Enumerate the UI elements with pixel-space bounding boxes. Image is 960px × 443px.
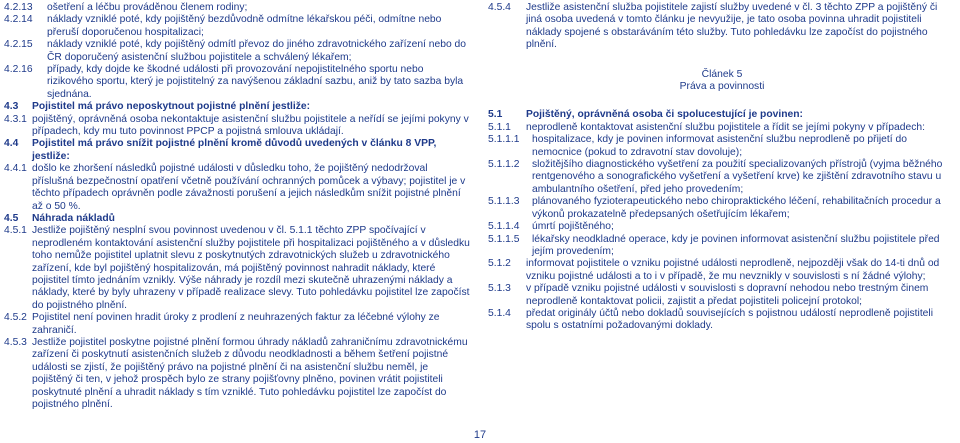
clause-number: 5.1.1.3 <box>488 196 520 208</box>
clause-number: 5.1.1 <box>488 121 511 133</box>
clause-number: 4.5.1 <box>4 225 27 237</box>
clause-text: předat originály účtů nebo dokladů souvisejících s pojistnou událostí neprodleně pojistiteli spolu s ostatními požadovanými doklady. <box>526 307 933 332</box>
clause-text: hospitalizace, kdy je povinen informovat asistenční službu neprodleně po přijetí do nemocnice (pokud to zdravotní stav dovoluje); <box>532 134 907 158</box>
article-title: Článek 5 <box>701 68 743 80</box>
clause-number: 4.2.15 <box>4 39 33 51</box>
clause-4-5-4 <box>488 2 956 52</box>
clause <box>4 337 470 411</box>
clause-number: 4.5 <box>4 212 19 224</box>
clause-number: 4.3 <box>4 101 19 113</box>
left-column <box>4 2 470 411</box>
clause-number: 4.5.4 <box>488 2 511 13</box>
clause-number: 5.1.4 <box>488 307 511 319</box>
clause-text: úmrtí pojištěného; <box>532 221 614 233</box>
page-number: 17 <box>473 429 487 441</box>
clause-text: Pojistitel má právo neposkytnout pojistné plnění jestliže: <box>32 101 311 113</box>
clause-text: složitějšího diagnostického vyšetření za použití specializovaných přístrojů (vyjma běžného rentgenového a sonografického vyšetření a vyšetření krve) ke zjištění zdravotního stavu u ambulantního ošetření, před jeho provedením; <box>532 159 943 195</box>
clause-text: v případě vzniku pojistné události v souvislosti s dopravní nehodou nebo trestným činem neprodleně kontaktovat policii, zajistit a předat pojistiteli policejní protokol; <box>526 283 929 307</box>
clause-number: 4.5.3 <box>4 336 27 348</box>
clause <box>4 64 470 101</box>
clause-number: 4.5.2 <box>4 312 27 324</box>
clause-text: plánovaného fyzioterapeutického nebo chiropraktického léčení, rehabilitačních procedur a výkonů prokazatelně předepsaných ošetřujícím lékařem; <box>532 196 941 220</box>
clause-text: ošetření a léčbu prováděnou členem rodiny; <box>47 2 248 13</box>
clause-text: pojištěný, oprávněná osoba nekontaktuje asistenční službu pojistitele a neřídí se jejími pokyny v případech, kdy mu tuto povinnost PPCP a pojistná smlouva ukládají. <box>32 113 469 138</box>
clause-number: 5.1.1.2 <box>488 159 520 171</box>
clause-text: náklady vzniklé poté, kdy pojištěný odmítl převoz do jiného zdravotnického zařízení nebo do ČR doporučený asistenční službou pojistitele a schválený lékařem; <box>47 39 466 63</box>
clause-text: náklady vzniklé poté, kdy pojištěný bezdůvodně odmítne lékařskou péči, odmítne nebo přeruší doporučenou hospitalizaci; <box>47 14 442 38</box>
clause-text: neprodleně kontaktovat asistenční službu pojistitele a řídit se jejími pokyny v případech: <box>526 121 925 133</box>
clause-text: lékařsky neodkladné operace, kdy je povinen informovat asistenční službu pojistitele před jejím provedením; <box>532 233 940 257</box>
clause <box>488 234 956 259</box>
clause <box>488 109 956 121</box>
clause <box>4 114 470 139</box>
clause-number: 4.2.14 <box>4 14 33 26</box>
clause <box>488 308 956 333</box>
clause-number: 4.2.16 <box>4 64 33 76</box>
clause-number: 4.4.1 <box>4 163 27 175</box>
article-subtitle: Práva a povinnosti <box>679 81 765 93</box>
clause <box>488 196 956 221</box>
clause <box>4 101 470 113</box>
clause <box>4 14 470 39</box>
clause-text: Jestliže asistenční služba pojistitele zajistí služby uvedené v čl. 3 těchto ZPP a pojištěný či jiná osoba uvedená v tomto článku je nevyužije, je tato osoba povinna uhradit pojistiteli náklady spojené s obstaráváním této služby. Tuto pohledávku lze započíst do pojistného plnění. <box>526 2 938 51</box>
clause <box>4 163 470 213</box>
clause <box>4 312 470 337</box>
clause-number: 5.1 <box>488 109 503 121</box>
clause-text: Pojistitel není povinen hradit úroky z prodlení z neuhrazených faktur za léčebné výlohy ze zahraničí. <box>32 312 440 336</box>
clause <box>488 122 956 134</box>
clause-text: informovat pojistitele o vzniku pojistné události neprodleně, nejpozději však do 14-ti dnů od vzniku pojistné události a to i v případě, že mu nevznikly v souvislosti s ní žádné výlohy; <box>526 258 940 282</box>
clause-text: Jestliže pojištěný nesplní svou povinnost uvedenou v čl. 5.1.1 těchto ZPP spočívající v neprodleném kontaktování asistenční služby pojistitele při hospitalizaci pojištěného a v důsledku toho nemůže pojistitel uplatnit slevu z poskytnutých zdravotnických služeb u zdravotnického zařízení, kde byl pojištěný hospitalizován, má pojištěný povinnost nahradit náklady, které pojistitel tímto jednáním vznikly. Výše náhrady je rozdíl mezi skutečně uhrazenými náklady a náklady, které by byly uhrazeny v případě realizace slevy. Tuto pohledávku pojistitel lze započíst do pojistného plnění. <box>32 225 470 311</box>
clause <box>488 258 956 283</box>
clause <box>488 283 956 308</box>
clause-text: Náhrada nákladů <box>32 212 115 224</box>
clause <box>488 159 956 196</box>
clause-number: 5.1.1.4 <box>488 221 520 233</box>
clause-number: 5.1.1.5 <box>488 233 520 245</box>
clause-number: 4.3.1 <box>4 113 27 125</box>
clause-text: případy, kdy dojde ke škodné události při provozování nepojistitelného sportu nebo rizikového sportu, který je pojistitelný za navýšenou základní sazbu, aniž by tato sazba byla sjednána. <box>47 64 464 100</box>
clause <box>4 213 470 225</box>
clause-number: 5.1.3 <box>488 283 511 295</box>
clause-number: 4.4 <box>4 138 19 150</box>
clause-number: 5.1.2 <box>488 258 511 270</box>
clause <box>4 225 470 312</box>
clause <box>4 138 470 163</box>
clause-text: Pojištěný, oprávněná osoba či spolucestující je povinen: <box>526 109 803 121</box>
clause-text: Pojistitel má právo snížit pojistné plnění kromě důvodů uvedených v článku 8 VPP, jestliže: <box>32 138 437 162</box>
clause <box>488 221 956 233</box>
clause-text: Jestliže pojistitel poskytne pojistné plnění formou úhrady nákladů zahraničnímu zdravotnickému zařízení či poskytnutí asistenčních služeb z důvodu neodkladnosti a během šetření pojistné události se zjistí, že pojištěný právo na pojistné plnění či na asistenční službu neměl, je pojištěný či ten, v jehož prospěch bylo ze strany pojišťovny plněno, povinen vrátit pojistiteli poskytnuté plnění a uhradit náklady s tím vzniklé. Tuto pohledávku pojistitel lze započíst do pojistného plnění. <box>32 336 468 410</box>
clause <box>488 134 956 159</box>
article-5-clauses <box>488 109 956 332</box>
clause-number: 5.1.1.1 <box>488 134 520 146</box>
right-column <box>488 2 956 333</box>
clause-number: 4.2.13 <box>4 2 33 13</box>
clause <box>4 2 470 14</box>
clause-text: došlo ke zhoršení následků pojistné události v důsledku toho, že pojištěný nedodržoval příslušná bezpečnostní opatření včetně používání ochranných pomůcek a výbavy; pojistitel je v těchto případech oprávněn podle závažnosti porušení a jejich následkům snížit pojistné plnění až o 50 %. <box>32 163 466 212</box>
clause <box>4 39 470 64</box>
